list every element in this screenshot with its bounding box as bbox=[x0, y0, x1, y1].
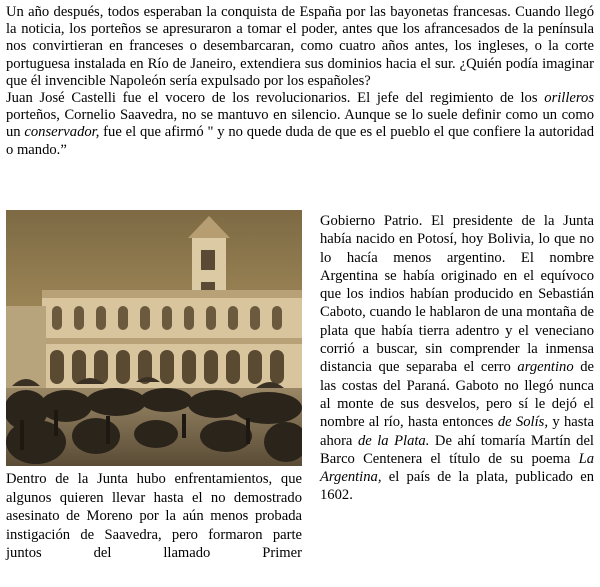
paragraph-castelli bbox=[6, 90, 594, 159]
text-run: porteños, Cornelio Saavedra, no se mantuvo en silencio. Aunque se lo suele definir como un como un bbox=[6, 107, 594, 141]
italic-la-argentina: La Argentina, bbox=[320, 450, 594, 486]
text-run: y hasta ahora bbox=[320, 414, 594, 449]
text-run: Juan José Castelli fue el vocero de los revolucionarios. El jefe del regimiento de los bbox=[6, 90, 545, 107]
paragraph-argentina bbox=[320, 212, 594, 505]
right-column bbox=[320, 212, 594, 505]
text-run: Gobierno Patrio. El presidente de la Junta había nacido en Potosí, hoy Bolivia, lo que no lo hacía menos argentino. El nombre Argentina se había originado en el equívoco que los indios habían producido en Sebastián Caboto, cuando le hablaron de una montaña de plata que había tierra adentro y el veneciano corrió a buscar, sin comprender la inmensa distancia que separaba el cerro bbox=[320, 213, 594, 376]
left-column bbox=[6, 210, 302, 563]
paragraph-conquest: Un año después, todos esperaban la conquista de España por las bayonetas francesas. Cuando llegó la noticia, los porteños se apresuraron a tomar el poder, antes que los afrancesados de la península nos convirtieran en franceses o desembarcaran, como cuatro años antes, los ingleses, o la corte portuguesa instalada en Río de Janeiro, extendiera sus dominios hacia el sur. ¿Quién podía imaginar que él invencible Napoleón sería expulsado por los españoles? bbox=[6, 4, 594, 89]
italic-conservador: conservador, bbox=[24, 124, 100, 141]
italic-de-la-plata: de la Plata. bbox=[357, 432, 430, 449]
painting-caption: Dentro de la Junta hubo enfrentamientos, que algunos quieren llevar hasta el no demostrado asesinato de Moreno por la aún menos probada instigación de Saavedra, pero formaron parte juntos del llamado Primer bbox=[6, 471, 302, 562]
text-run: De ahí tomaría Martín del Barco Centenera el título de su poema bbox=[320, 432, 594, 467]
top-text-block bbox=[6, 4, 594, 159]
text-run: de las costas del Paraná. Gaboto no llegó nunca al monte de sus desvelos, pero sí le dejó el nombre al río, hasta entonces bbox=[320, 359, 594, 431]
italic-de-solis: de Solís, bbox=[497, 414, 548, 431]
italic-orilleros: orilleros bbox=[544, 90, 594, 107]
text-run: fue el que afirmó " y no quede duda de que es el pueblo el que confiere la autoridad o mando.” bbox=[6, 124, 594, 158]
cabildo-painting bbox=[6, 210, 302, 466]
text-run: el país de la plata, publicado en 1602. bbox=[320, 469, 594, 504]
italic-argentino: argentino bbox=[517, 359, 574, 376]
